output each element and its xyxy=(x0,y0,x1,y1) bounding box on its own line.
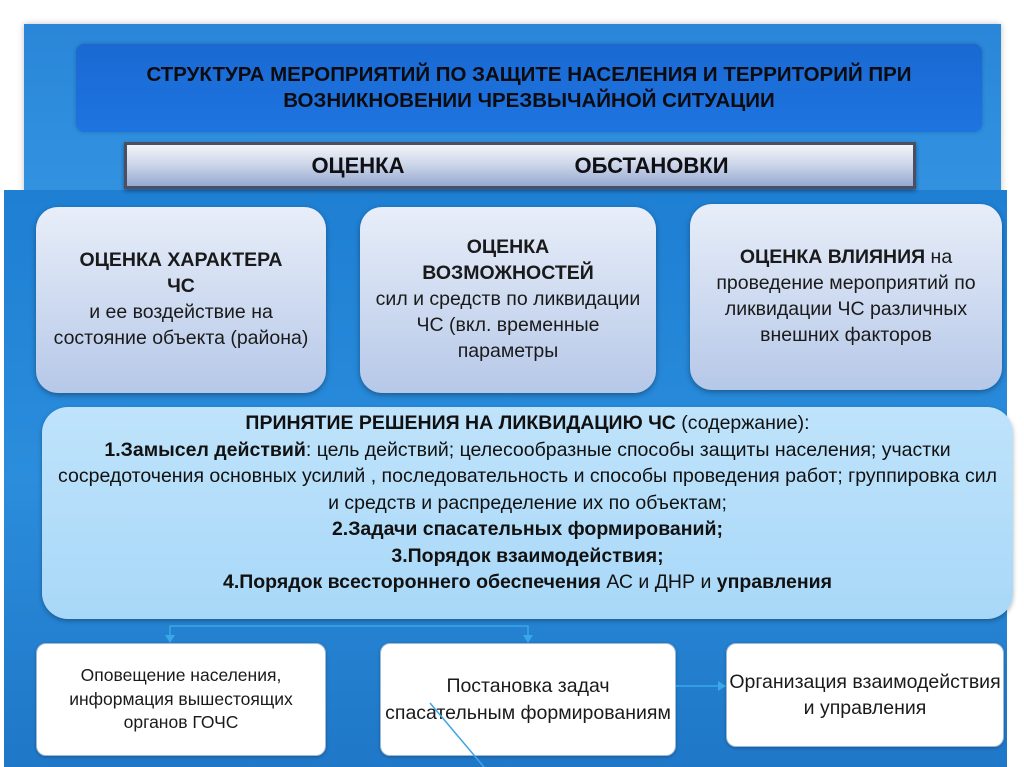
evaluation-word-1: ОЦЕНКА xyxy=(311,152,405,178)
card-2-bold-line-1: ОЦЕНКА xyxy=(466,236,550,259)
decision-item-3-text: 3.Порядок взаимодействия; xyxy=(391,544,664,567)
decision-item-2-text: 2.Задачи спасательных формирований; xyxy=(331,518,724,541)
decision-heading xyxy=(56,410,999,437)
decision-item-1 xyxy=(56,437,999,517)
card-3-bold: ОЦЕНКА ВЛИЯНИЯ xyxy=(739,246,926,269)
title-text: СТРУКТУРА МЕРОПРИЯТИЙ ПО ЗАЩИТЕ НАСЕЛЕНИЯ И ТЕРРИТОРИЙ ПРИ ВОЗНИКНОВЕНИИ ЧРЕЗВЫЧАЙНОЙ СИТУАЦИИ xyxy=(146,62,912,112)
decision-heading-rest: (содержание): xyxy=(675,412,810,434)
bottom-box-tasking xyxy=(380,643,676,756)
card-2-text: сил и средств по ликвидации ЧС (вкл. временные параметры xyxy=(375,288,641,362)
card-influence-assessment xyxy=(690,204,1002,390)
evaluation-word-2: ОБСТАНОВКИ xyxy=(574,152,729,178)
bottom-box-3-text: Организация взаимодействия и управления xyxy=(729,670,1001,719)
card-3-text: на проведение мероприятий по ликвидации ЧС различных внешних факторов xyxy=(716,246,976,346)
evaluation-bar xyxy=(124,142,916,189)
decision-item-4 xyxy=(56,569,999,596)
bottom-box-2-text: Постановка задач спасательным формированиям xyxy=(385,675,671,724)
decision-item-4-mid: АС и ДНР и xyxy=(600,571,717,594)
card-3-content xyxy=(700,245,992,349)
decision-heading-bold: ПРИНЯТИЕ РЕШЕНИЯ НА ЛИКВИДАЦИЮ ЧС xyxy=(245,412,676,434)
decision-item-2 xyxy=(56,516,999,543)
card-capabilities-assessment xyxy=(360,207,656,393)
bottom-box-notification xyxy=(36,643,326,756)
card-1-text: и ее воздействие на состояние объекта (района) xyxy=(53,301,309,349)
decision-item-1-text: : цель действий; целесообразные способы защиты населения; участки сосредоточения основных усилий , последовательность и способы проведения работ; группировка сил и средств и распределение их по объектам; xyxy=(58,438,997,514)
decision-block xyxy=(42,407,1013,619)
decision-item-4-end: управления xyxy=(716,571,832,594)
card-1-bold-line-1: ОЦЕНКА ХАРАКТЕРА xyxy=(79,249,283,272)
bottom-box-coordination xyxy=(726,643,1004,747)
bottom-box-1-text: Оповещение населения, информация вышестоящих органов ГОЧС xyxy=(69,665,293,733)
decision-item-4-bold: 4.Порядок всестороннего обеспечения xyxy=(222,571,601,594)
decision-item-3 xyxy=(56,543,999,570)
card-1-bold-line-2: ЧС xyxy=(167,275,195,298)
card-2-bold-line-2: ВОЗМОЖНОСТЕЙ xyxy=(422,262,594,285)
decision-item-1-bold: 1.Замысел действий xyxy=(104,438,306,461)
card-character-assessment xyxy=(36,207,326,393)
diagram-title xyxy=(76,44,982,132)
